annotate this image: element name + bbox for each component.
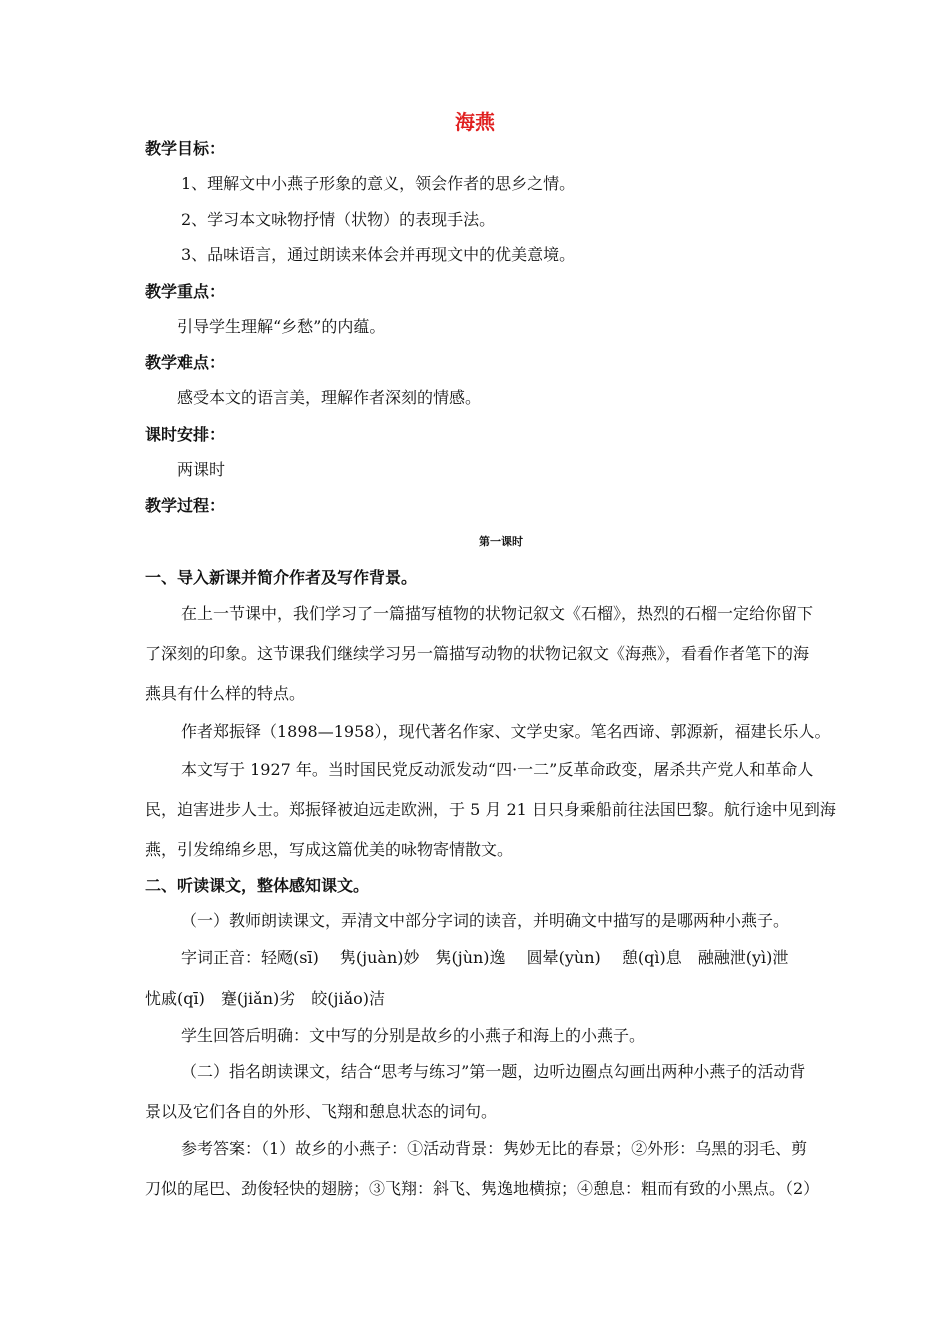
section-2-para-2-line-2: 忧戚(qī) 蹇(jiǎn)劣 皎(jiǎo)洁 bbox=[145, 989, 385, 1008]
lesson-heading: 第一课时 bbox=[479, 535, 523, 548]
keypoint-text: 引导学生理解“乡愁”的内蕴。 bbox=[177, 317, 386, 336]
section-1-para-1-line-1: 在上一节课中，我们学习了一篇描写植物的状物记叙文《石榴》，热烈的石榴一定给你留下 bbox=[181, 604, 814, 623]
objective-item-2: 2、学习本文咏物抒情（状物）的表现手法。 bbox=[181, 210, 496, 229]
section-2-para-5-line-2: 刀似的尾巴、劲俊轻快的翅膀；③飞翔：斜飞、隽逸地横掠；④憩息：粗而有致的小黑点。（2） bbox=[145, 1179, 820, 1198]
schedule-heading: 课时安排： bbox=[145, 425, 226, 444]
section-1-para-2: 作者郑振铎（1898—1958），现代著名作家、文学史家。笔名西谛、郭源新，福建长乐人。 bbox=[181, 722, 831, 741]
section-2-para-3: 学生回答后明确：文中写的分别是故乡的小燕子和海上的小燕子。 bbox=[181, 1026, 646, 1045]
section-1-para-3-line-1: 本文写于 1927 年。当时国民党反动派发动“四·一二”反革命政变，屠杀共产党人和革命人 bbox=[181, 760, 814, 779]
objective-item-1: 1、理解文中小燕子形象的意义，领会作者的思乡之情。 bbox=[181, 174, 576, 193]
section-2-para-5-line-1: 参考答案：（1）故乡的小燕子：①活动背景：隽妙无比的春景；②外形：乌黑的羽毛、剪 bbox=[181, 1139, 808, 1158]
objectives-heading: 教学目标： bbox=[145, 139, 226, 158]
section-1-para-1-line-2: 了深刻的印象。这节课我们继续学习另一篇描写动物的状物记叙文《海燕》，看看作者笔下的海 bbox=[145, 644, 810, 663]
keypoint-heading: 教学重点： bbox=[145, 282, 226, 301]
objective-item-3: 3、品味语言，通过朗读来体会并再现文中的优美意境。 bbox=[181, 245, 576, 264]
section-2-para-4-line-1: （二）指名朗读课文，结合“思考与练习”第一题，边听边圈点勾画出两种小燕子的活动背 bbox=[181, 1062, 806, 1081]
document-title: 海燕 bbox=[455, 110, 495, 134]
difficulty-heading: 教学难点： bbox=[145, 353, 226, 372]
section-2-heading: 二、听读课文，整体感知课文。 bbox=[145, 876, 370, 895]
process-heading: 教学过程： bbox=[145, 496, 226, 515]
section-2-para-4-line-2: 景以及它们各自的外形、飞翔和憩息状态的词句。 bbox=[145, 1102, 498, 1121]
section-1-para-1-line-3: 燕具有什么样的特点。 bbox=[145, 684, 306, 703]
section-1-para-3-line-3: 燕，引发绵绵乡思，写成这篇优美的咏物寄情散文。 bbox=[145, 840, 514, 859]
section-2-para-2-line-1: 字词正音：轻飏(sī) 隽(juàn)妙 隽(jùn)逸 圆晕(yùn) 憩(qì)息 融融泄(yì)泄 bbox=[181, 948, 789, 967]
section-1-heading: 一、导入新课并简介作者及写作背景。 bbox=[145, 568, 418, 587]
section-1-para-3-line-2: 民，迫害进步人士。郑振铎被迫远走欧洲，于 5 月 21 日只身乘船前往法国巴黎。航行途中见到海 bbox=[145, 800, 836, 819]
difficulty-text: 感受本文的语言美，理解作者深刻的情感。 bbox=[177, 388, 482, 407]
section-2-para-1: （一）教师朗读课文，弄清文中部分字词的读音，并明确文中描写的是哪两种小燕子。 bbox=[181, 911, 790, 930]
schedule-text: 两课时 bbox=[177, 460, 226, 479]
